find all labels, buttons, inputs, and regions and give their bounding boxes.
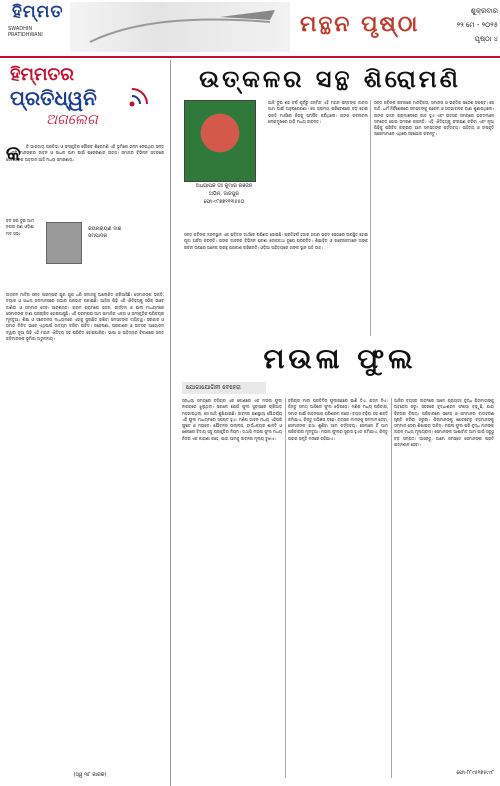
left-narrow-text: ବନ ସର ଦୁଇ ଆମ ନଗର ଗଣ ଓଡ଼ିଶା ମତ ସଭା: [6, 218, 34, 236]
article2-footer: ଫୋ-୮୮୯୫୧୭୫୯୯୮: [456, 770, 494, 776]
page-number: ୪: [493, 35, 498, 43]
header-date: ୨୨ ମେ - ୨୦୨୫: [456, 21, 498, 29]
article2-headline: ମଉଳା ଫୁଲ: [263, 342, 417, 375]
column-divider: [391, 398, 392, 778]
column-divider: [370, 100, 371, 336]
article1-headline: ଉତ୍କଳର ସନ୍ଥ ଶିରୋମଣି: [199, 64, 461, 93]
article2-column-c: ଆଜିର ବ୍ୟସ୍ତ ଜୀବନରେ ଆମେ ପ୍ରାୟତଃ ବୃଦ୍ଧ ପିତାମାତାଙ୍କୁ ଅବହେଳା କରୁ। ସହରରେ ବୃଦ୍ଧାଶ୍ରମ ସଂଖ୍ୟା ବଢ଼ୁଛି, ଯାହା ଚିନ୍ତାର ବିଷୟ। ପରିବାରରେ ସ୍ନେହ ଓ ସମ୍ମାନର ବାତାବରଣ ସୃଷ୍ଟି କରିବା ଜରୁରୀ। ପିଲାମାନଙ୍କୁ ଛୋଟବେଳୁ ବଡ଼ମାନଙ୍କୁ ସମ୍ମାନ ଦେବା ଶିଖାଇବା ଉଚିତ। ମଉଳା ଫୁଲ ପରି ବୃଦ୍ଧ ମାନଙ୍କ ଜୀବନ ମଧ୍ୟ ମୂଲ୍ୟବାନ। ସେମାନଙ୍କ ଆଶୀର୍ବାଦ ଆମ ପାଇଁ ସବୁଠୁ ବଡ଼ ସମ୍ପଦ। ଆସନ୍ତୁ, ଆମେ ସମସ୍ତେ ସେମାନଙ୍କ ପ୍ରତି ଯତ୍ନଶୀଳ ହେବା।: [394, 398, 494, 448]
column-logo-line3: ଅଗଲେଗ: [46, 112, 98, 128]
column-logo-line1: ହିମ୍ମତର: [10, 64, 74, 85]
profile-info: [184, 182, 264, 222]
dropcap: କ: [6, 141, 21, 165]
column-logo: [10, 64, 160, 138]
left-body-rest: ଉତ୍କଳ ମାଟିର ସନ୍ତ ପରମ୍ପରା ଯୁଗ ଯୁଗ ଧରି ସମାଜକୁ ଆଲୋକିତ କରିଆସିଛି। ସେମାନଙ୍କ ଭକ୍ତି, ତ୍ୟାଗ ଓ ସାଧନା ଜନମାନସରେ ଗଭୀର ପ୍ରଭାବ ପକାଇଛି। ଆଜିର ପିଢ଼ି ଏହି ଐତିହ୍ୟକୁ ସଠିକ୍ ଭାବେ ଜାଣିବା ଓ ସମ୍ମାନ ଦେବା ଆବଶ୍ୟକ। ଗ୍ରାମ ଗ୍ରାମରେ ଭଜନ, କୀର୍ତ୍ତନ ଓ ପାଲା ମାଧ୍ୟମରେ ସେମାନଙ୍କ ବାଣୀ ପ୍ରଚାରିତ ହୋଇଆସୁଛି। ଏହି ପରମ୍ପରା ଆମ ସାମାଜିକ ଏକତା ଓ ସାଂସ୍କୃତିକ ପରିଚୟର ମୂଳଦୁଆ। ଶିକ୍ଷା ଓ ସଚେତନତା ମାଧ୍ୟମରେ ଏହାକୁ ସୁରକ୍ଷିତ ରଖିବା ସମସ୍ତଙ୍କ ଦାୟିତ୍ୱ। ସରକାର ଓ ସମାଜ ମିଳିତ ଭାବେ ଏଥିପାଇଁ ଉଦ୍ୟମ କରିବା ଉଚିତ। ଗବେଷଣା, ପ୍ରକାଶନ ଓ ଉତ୍ସବ ଆୟୋଜନ ଦ୍ୱାରା ନୂଆ ପିଢ଼ି ଏହି ମହାନ ଐତିହ୍ୟ ସହ ପରିଚିତ ହୋଇପାରିବ। ଭାଷା ଓ ସାହିତ୍ୟର ବିକାଶରେ ସନ୍ତ କବିମାନଙ୍କ ଭୂମିକା ଅତୁଳନୀୟ।: [6, 292, 164, 342]
left-column-footer: (ସ୍ୱ ୩୮ କାରକ): [73, 772, 107, 778]
header-meta: [440, 4, 498, 46]
author-role: ସମ୍ପାଦକ: [88, 233, 108, 239]
profile-name: ଅଧ୍ୟାପକ ଡଃ କୁମାର ରଞ୍ଜନ: [195, 183, 253, 189]
article2-column-a: ସନ୍ଧ୍ୟା ସମୟରେ ବଗିଚାର ଏକ କୋଣରେ ଏକ ମଉଳା ଫୁଲ ନୀରବରେ ଝୁଲୁଥିଲା। ସକାଳେ ଯେଉଁ ଫୁଲ ସୁବାସରେ ଚାରିଆଡ଼ ମହକାଇଥିଲା, ସେ ଆଜି ଶୁଖିଯାଇଛି। ଜୀବନର କ୍ଷଣସ୍ଥାୟୀ ସୌନ୍ଦର୍ଯ୍ୟ ଏହି ଫୁଲ ମାଧ୍ୟମରେ ସ୍ପଷ୍ଟ ହୁଏ। ମଣିଷ ଜୀବନ ମଧ୍ୟ ଏହିପରି ଫୁଟେ ଓ ମଉଳେ। ଯୌବନର ଉଲ୍ଲାସ, ବାର୍ଦ୍ଧକ୍ୟର ଶାନ୍ତି ଓ ଶେଷରେ ବିଦାୟ ସବୁ ପ୍ରକୃତିର ନିୟମ। ତଥାପି ମଉଳା ଫୁଲ ମଧ୍ୟ ନିଜର ଏକ କାହାଣୀ କହେ, ଯାହା ଆମକୁ ଜୀବନର ମୂଲ୍ୟ ବୁଝାଏ।: [182, 398, 282, 441]
article2-column-b: ବଗିଚାର ମାଳୀ ପ୍ରତିଦିନ ଫୁଲଗଛରେ ପାଣି ଦିଏ, ଯତ୍ନ ନିଏ। କିନ୍ତୁ ସମୟ ଆସିଲେ ଫୁଲ ଝଡ଼ିପଡ଼େ। ମଣିଷ ମଧ୍ୟ ପରିବାର, ସମାଜ ପାଇଁ ଜୀବନସାରା ପରିଶ୍ରମ କରେ। ବୟସ ବଢ଼ିବା ସହ ଶକ୍ତି କମିଯାଏ, କିନ୍ତୁ ଅଭିଜ୍ଞତା ବଢ଼େ। ବୟସ୍କ ମାନଙ୍କୁ ସମ୍ମାନ ଦେବା, ସେମାନଙ୍କ କଥା ଶୁଣିବା ଆମ କର୍ତ୍ତବ୍ୟ। ସେମାନେ ହିଁ ଆମ ପରିବାରର ମୂଳଦୁଆ। ମଉଳା ଫୁଲର ସୁବାସ ହୁଏତ କମିଯାଏ, କିନ୍ତୁ ତାହାର ସ୍ମୃତି ମନରେ ରହିଯାଏ।: [288, 398, 388, 441]
broadcast-signal-icon: [128, 84, 152, 108]
article1-column2-mid: ସନ୍ତ କବିଙ୍କ ଜନ୍ମସ୍ଥାନ ଏକ ପବିତ୍ର ତୀର୍ଥରେ ପରିଣତ ହୋଇଛି। ପ୍ରତିବର୍ଷ ହଜାର ହଜାର ଭକ୍ତ ସେଠାରେ ଉପସ୍ଥିତ ହୋଇ ପୂଜା ଅର୍ଚ୍ଚନା କରନ୍ତି। ତାଙ୍କ ଜୀବନର ବିଭିନ୍ନ ଘଟଣା ଲୋକକଥା ରୂପେ ପ୍ରଚଳିତ। ଶିକ୍ଷାବିତ୍ ଓ ଗବେଷକମାନେ ତାଙ୍କ ରଚନା ଉପରେ ଅନେକ ଗ୍ରନ୍ଥ ପ୍ରକାଶ କରିଛନ୍ତି। ଓଡ଼ିଆ ସାହିତ୍ୟରେ ତାଙ୍କ ସ୍ଥାନ ଅତି ଉଚ୍ଚ।: [184, 232, 368, 250]
column-divider: [285, 398, 286, 778]
author-name: ଜୟନାରାୟଣ ଦାଶ: [88, 226, 122, 232]
brand-tagline: SWADHIN PRATIDHWANI: [8, 26, 43, 38]
article2-byline: ଯୋଗାଯୋଗିନୀ ବେହେରା: [182, 382, 266, 394]
author-credit: [88, 226, 164, 242]
profile-phone: ଫୋ-୯୮୭୭୧୧୩୫୫୦: [203, 199, 245, 205]
header-day: ଶୁକ୍ରବାର: [470, 7, 498, 15]
brand-logo: ହିମ୍ମତ: [12, 2, 64, 22]
article1-column2-top: ଆଜି ଦୁଇ ଶହ ବର୍ଷ ପୂର୍ବରୁ ଜନ୍ମିତ ଏହି ମହାନ ସନ୍ତଙ୍କ ଜୀବନୀ ଆମ ପାଇଁ ଅନୁପ୍ରେରଣା। ସେ ଗ୍ରାମ୍ୟ ପରିବେଶରେ ବଡ଼ ହୋଇ ଭକ୍ତି ମାର୍ଗରେ ନିଜକୁ ସମର୍ପିତ କରିଥିଲେ। ତାଙ୍କ ରଚନାବଳୀ ଲୋକମୁଖରେ ଆଜି ମଧ୍ୟ ଜୀବନ୍ତ।: [268, 100, 368, 124]
pen-illustration-icon: [70, 2, 290, 52]
masthead: [0, 0, 500, 58]
page-label-text: ପୃଷ୍ଠା: [474, 35, 492, 43]
page-title: ମନ୍ଥନ ପୃଷ୍ଠା: [300, 11, 420, 37]
header-artwork: [70, 2, 290, 52]
article1-column3: ସନ୍ତ କବିଙ୍କ ରଚନାରେ ମାନବିକତା, ସମାନତା ଓ ଭକ୍ତିର ସନ୍ଦେଶ ସ୍ପଷ୍ଟ। ସେ ଜାତି, ଧର୍ମ ନିର୍ବିଶେଷରେ ସମସ୍ତଙ୍କୁ ପ୍ରେମ ଓ ସଦ୍ଭାବନାର ବାଣୀ ଶୁଣାଇଥିଲେ। ତାଙ୍କ ଭଜନ ଗ୍ରାମାଞ୍ଚଳରେ ଗୀତ ହୁଏ ଏବଂ ଉତ୍ସବ ସମୟରେ ଭକ୍ତମାନେ ସମବେତ ହୋଇ ସ୍ମରଣ କରନ୍ତି। ଏହି ଐତିହ୍ୟକୁ ସଂରକ୍ଷଣ କରିବା ଏବଂ ନୂଆ ପିଢ଼ିକୁ ପରିଚିତ କରାଇବା ଆମ ସମସ୍ତଙ୍କ କର୍ତ୍ତବ୍ୟ। ସାହିତ୍ୟ ଓ ସଂସ୍କୃତି ପ୍ରେମୀମାନେ ଏଥିରେ ସହଯୋଗ କରନ୍ତୁ।: [374, 100, 494, 137]
column-logo-line2: ପ୍ରତିଧ୍ୱନି: [10, 86, 97, 110]
brand-block: [6, 2, 66, 46]
author-photo: [46, 222, 82, 264]
header-rule: [0, 56, 500, 58]
left-body-top: ବି ଭାରତୀୟ ପ୍ରତିଭା ଓ ସଂସ୍କୃତିର ଗୌରବ ଶିରୋମଣି ଏହି ଭୂମିରେ ଜନ୍ମ ନେଇଥିବା ସନ୍ତ ଓ କବି ମାନଙ୍କର ଜୀବନ ଓ ସାଧନା ଆମ ପାଇଁ ପ୍ରେରଣାର ଉତ୍ସ। ସମାଜର ବିଭିନ୍ନ ସ୍ତରରେ ସେମାନଙ୍କ ଅବଦାନ ଆଜି ମଧ୍ୟ ସ୍ମରଣୀୟ।: [6, 144, 164, 162]
profile-place: ଅଭିନ, ଜାଜପୁର: [208, 191, 240, 197]
profile-photo: [184, 100, 256, 182]
page-label: [440, 32, 498, 46]
